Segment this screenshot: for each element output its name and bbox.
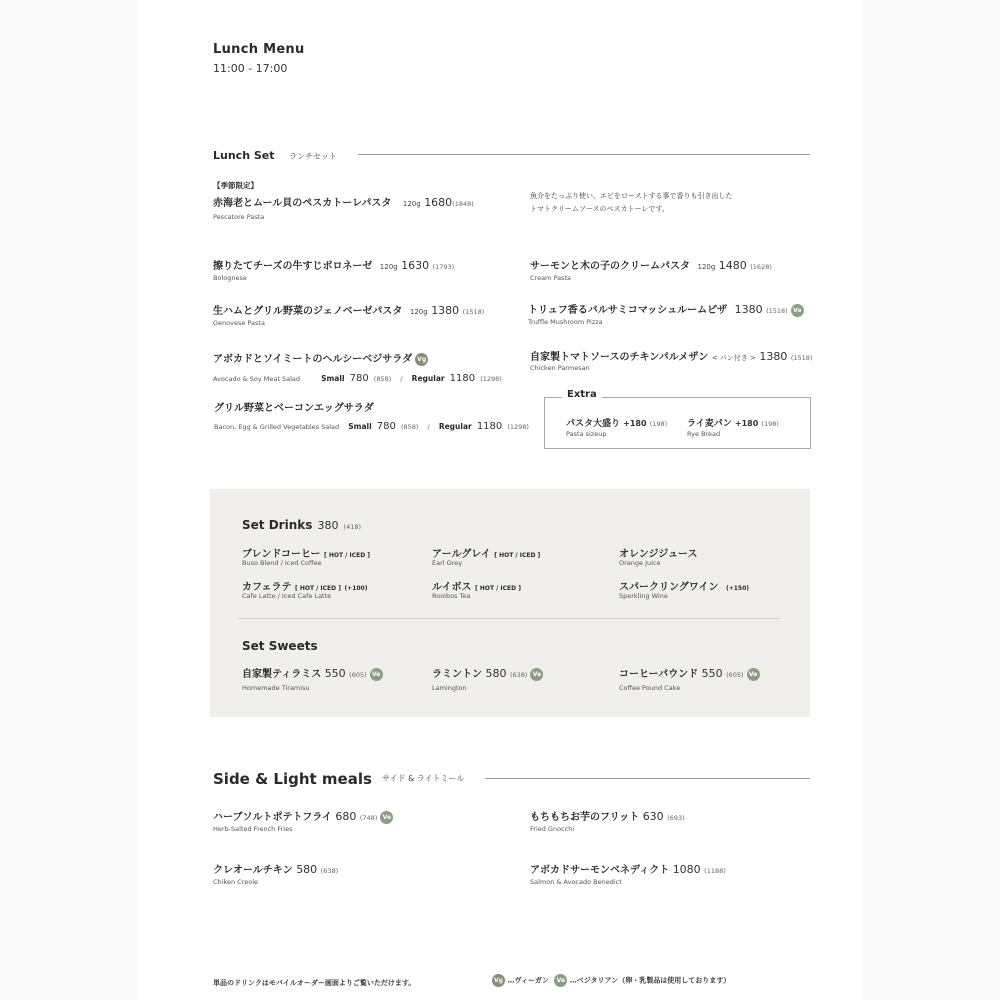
- item-name-en: Salmon & Avocado Benedict: [530, 878, 622, 886]
- item-name-en: Chicken Parmesan: [530, 364, 590, 372]
- item-name: サーモンと木の子のクリームパスタ: [530, 261, 690, 272]
- item-name-en: Avocado & Soy Meat Salad: [213, 375, 300, 383]
- section-divider: [358, 154, 810, 155]
- item-name: 生ハムとグリル野菜のジェノベーゼパスタ: [213, 306, 403, 317]
- drink-sparkling-wine[interactable]: スパークリングワイン (+150): [619, 582, 750, 593]
- side-title: Side & Light meals: [213, 770, 372, 788]
- item-weight: 120g: [697, 263, 716, 271]
- item-name-en: Cream Pasta: [530, 274, 571, 282]
- vegetarian-badge-icon: Ve: [747, 668, 760, 681]
- page-title: Lunch Menu: [213, 42, 305, 57]
- lunch-set-title-jp: ランチセット: [289, 152, 337, 161]
- item-name-en: Homemade Tiramisu: [242, 684, 310, 692]
- item-note: < パン付き >: [711, 354, 756, 362]
- item-name-en: Genovese Pasta: [213, 319, 265, 327]
- item-tax-price: (1848): [452, 200, 474, 208]
- side-item-salmon-benedict[interactable]: アボカドサーモンベネディクト 1080 (1188): [530, 863, 726, 876]
- extra-item-pasta-sizeup[interactable]: パスタ大盛り +180 (198): [566, 419, 668, 429]
- item-price: 1380: [431, 304, 460, 317]
- drink-orange-juice[interactable]: オレンジジュース: [619, 549, 698, 560]
- footer-legend: Vg …ヴィーガン Ve …ベジタリアン（卵・乳製品は使用しております）: [492, 974, 730, 987]
- item-name-en: Pasta sizeup: [566, 430, 607, 438]
- seasonal-tag: 【季節限定】: [213, 181, 258, 190]
- item-name: アボカドとソイミートのヘルシーベジサラダ: [213, 354, 413, 365]
- vegetarian-badge-icon: Ve: [554, 974, 567, 987]
- sweet-tiramisu[interactable]: 自家製ティラミス 550 (605) Ve: [242, 665, 383, 681]
- item-price: 1630: [401, 259, 430, 272]
- opening-hours: 11:00 - 17:00: [213, 62, 288, 75]
- item-price: 1380: [759, 350, 788, 363]
- item-weight: 120g: [402, 200, 421, 208]
- item-name-en: Orange Juice: [619, 559, 661, 567]
- item-tax-price: (1628): [750, 263, 772, 271]
- vegetarian-badge-icon: Ve: [791, 304, 804, 317]
- item-name-en: Earl Grey: [432, 559, 463, 567]
- item-name-en: Lamington: [432, 684, 467, 692]
- extra-title: Extra: [562, 389, 602, 400]
- item-price: 1680: [424, 196, 453, 209]
- item-weight: 120g: [409, 308, 428, 316]
- lunch-set-title: Lunch Set: [213, 149, 275, 162]
- panel-divider: [238, 618, 780, 619]
- item-name-en: Bacon, Egg & Grilled Vegetables Salad: [214, 423, 340, 431]
- item-description: 魚介をたっぷり使い、エビをローストする事で香りも引き出した トマトクリームソースのペスカトーレです。: [530, 192, 733, 213]
- drink-cafe-latte[interactable]: カフェラテ [ HOT / ICED ] (+100): [242, 582, 368, 593]
- item-name-en: Cafe Latte / Iced Cafe Latte: [242, 592, 332, 600]
- item-name-en: Rooibos Tea: [432, 592, 471, 600]
- item-name-en: Sperkling Wine: [619, 592, 668, 600]
- item-name-en: Bolognese: [213, 274, 247, 282]
- item-tax-price: (1518): [766, 307, 788, 315]
- side-title-jp: サイド & ライトミール: [382, 774, 465, 783]
- item-tax-price: (1793): [432, 263, 455, 271]
- extra-item-rye-bread[interactable]: ライ麦パン +180 (198): [687, 419, 779, 429]
- footer-note: 単品のドリンクはモバイルオーダー画面よりご覧いただけます。: [213, 979, 416, 987]
- item-name-en: Herb-Salted French Fries: [213, 825, 293, 833]
- vegetarian-badge-icon: Ve: [380, 811, 393, 824]
- item-sizes: Avocado & Soy Meat Salad Small 780 (858) / Regular 1180 (1298): [213, 373, 502, 384]
- item-name-en: Fried Gnocchi: [530, 825, 575, 833]
- item-price: 1480: [718, 259, 747, 272]
- vegan-badge-icon: Vg: [415, 353, 428, 366]
- menu-item-bolognese[interactable]: [213, 257, 454, 272]
- item-name-en: Rye Bread: [687, 430, 721, 438]
- sweet-coffee-pound-cake[interactable]: コーヒーパウンド 550 (605) Ve: [619, 665, 760, 681]
- section-divider: [485, 778, 810, 779]
- menu-item-veggie-salad[interactable]: [213, 350, 428, 366]
- side-item-french-fries[interactable]: ハーブソルトポテトフライ 680 (748) Ve: [213, 808, 393, 824]
- item-name: トリュフ香るバルサミコマッシュルームピザ: [528, 305, 728, 316]
- menu-item-truffle-pizza[interactable]: [528, 301, 804, 317]
- item-name-en: Truffle Mushroom Pizza: [528, 318, 603, 326]
- item-name: 擦りたてチーズの牛すじボロネーゼ: [213, 261, 373, 272]
- item-name: グリル野菜とベーコンエッグサラダ: [214, 403, 374, 414]
- vegetarian-badge-icon: Ve: [530, 668, 543, 681]
- item-name-en: Coffee Pound Cake: [619, 684, 681, 692]
- item-name-en: Pescatore Pasta: [213, 213, 265, 221]
- menu-item-chicken-parmesan[interactable]: [530, 348, 812, 363]
- menu-item-bacon-egg-salad[interactable]: [214, 399, 374, 414]
- vegetarian-badge-icon: Ve: [370, 668, 383, 681]
- item-name-en: Chiken Creole: [213, 878, 259, 886]
- sweet-lamington[interactable]: ラミントン 580 (638) Ve: [432, 665, 543, 681]
- item-name-en: Buso Blend / Iced Coffee: [242, 559, 322, 567]
- drink-rooibos[interactable]: ルイボス [ HOT / ICED ]: [432, 582, 521, 593]
- side-item-chicken-creole[interactable]: クレオールチキン 580 (638): [213, 863, 339, 876]
- set-sweets-title: Set Sweets: [242, 639, 318, 653]
- set-drinks-header: Set Drinks 380 (418): [242, 518, 362, 532]
- item-weight: 120g: [379, 263, 398, 271]
- item-tax-price: (1518): [462, 308, 485, 316]
- item-tax-price: (1518): [790, 354, 813, 362]
- menu-item-genovese[interactable]: [213, 302, 484, 317]
- vegan-badge-icon: Vg: [492, 974, 505, 987]
- menu-item-cream-pasta[interactable]: [530, 257, 772, 272]
- item-price: 1380: [734, 303, 763, 316]
- side-item-fried-gnocchi[interactable]: もちもちお芋のフリット 630 (693): [530, 810, 685, 823]
- menu-item-pescatore[interactable]: [213, 194, 474, 209]
- drink-blend-coffee[interactable]: ブレンドコーヒー [ HOT / ICED ]: [242, 549, 371, 560]
- item-sizes: Bacon, Egg & Grilled Vegetables Salad Small 780 (858) / Regular 1180 (1298): [214, 421, 529, 432]
- item-name: 自家製トマトソースのチキンパルメザン: [530, 352, 709, 363]
- drink-earl-grey[interactable]: アールグレイ [ HOT / ICED ]: [432, 549, 541, 560]
- item-name: 赤海老とムール貝のペスカトーレパスタ: [213, 198, 392, 209]
